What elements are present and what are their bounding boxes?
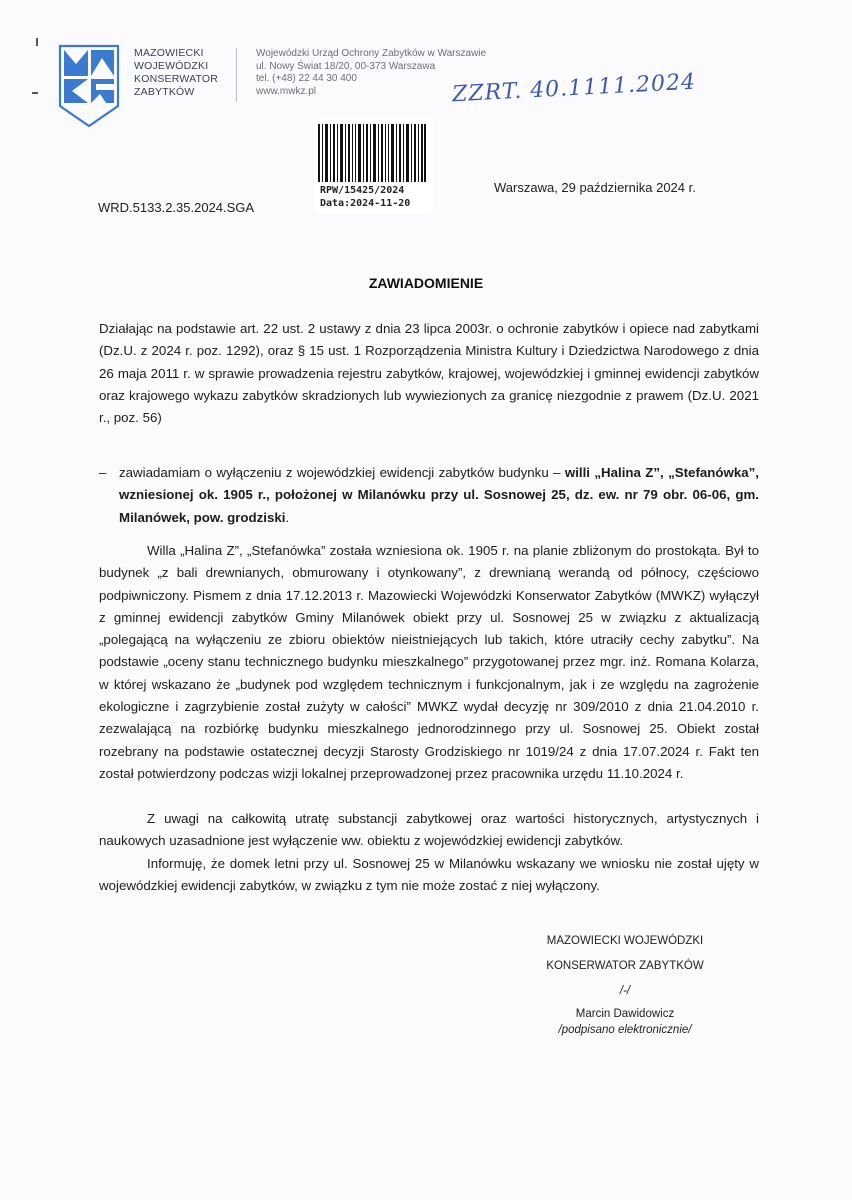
- office-phone: tel. (+48) 22 44 30 400: [256, 73, 357, 84]
- office-street: ul. Nowy Świat 18/20, 00-373 Warszawa: [256, 60, 436, 72]
- office-website: www.mwkz.pl: [256, 85, 317, 97]
- signature-title-line-2: KONSERWATOR ZABYTKÓW: [546, 960, 704, 972]
- org-name-line: WOJEWÓDZKI: [134, 60, 209, 72]
- justification-paragraph: Willa „Halina Z”, „Stefanówka” została wzniesiona ok. 1905 r. na planie zbliżonym do prostokąta. Był to budynek „z bali drewnianych, obmurowany i otynkowany”, z drewnianą werandą od północy, częściowo podpiwniczony. Pismem z dnia 17.12.2013 r. Mazowiecki Wojewódzki Konserwator Zabytków (MWKZ) wyłączył z gminnej ewidencji zabytków Gminy Milanówek obiekt przy ul. Sosnowej 25 w związku z aktualizacją „polegającą na wyłączeniu ze zbioru obiektów nieistniejących lub takich, które utraciły cechy zabytku”. Na podstawie „oceny stanu technicznego budynku mieszkalnego” przygotowanej przez mgr. inż. Romana Kolarza, w której wskazano że „budynek pod względem technicznym i funkcjonalnym, jak i ze względu na zagrożenie ekologiczne i zagrzybienie został zużyty w całości” MWKZ wydał decyzję nr 309/2010 z dnia 21.04.2010 r. zezwalającą na rozbiórkę budynku mieszkalnego jednorodzinnego przy ul. Sosnowej 25. Obiekt został rozebrany na podstawie ostatecznej decyzji Starosty Grodziskiego nr 1019/24 z dnia 17.07.2024 r. Fakt ten został potwierdzony podczas wizji lokalnej przeprowadzonej przez pracownika urzędu 11.10.2024 r.: [99, 543, 759, 781]
- document-title: ZAWIADOMIENIE: [368, 275, 484, 291]
- barcode-caption: [320, 184, 410, 210]
- list-dash: –: [99, 465, 107, 480]
- org-name-line: KONSERWATOR: [134, 73, 219, 85]
- conclusion-paragraph: Z uwagi na całkowitą utratę substancji zabytkowej oraz wartości historycznych, artystycznych i naukowych uzasadnione jest wyłączenie ww. obiektu z wojewódzkiej ewidencji zabytków.: [99, 811, 759, 849]
- office-name: Wojewódzki Urząd Ochrony Zabytków w Warszawie: [256, 48, 487, 59]
- information-paragraph: Informuję, że domek letni przy ul. Sosnowej 25 w Milanówku wskazany we wniosku nie został ujęty w wojewódzkiej ewidencji zabytków, w związku z tym nie może zostać z niej wyłączony.: [99, 856, 759, 894]
- notice-end: .: [285, 509, 290, 525]
- org-name-line: MAZOWIECKI: [134, 47, 204, 59]
- registry-number: RPW/15425/2024: [320, 185, 405, 196]
- reference-number: WRD.5133.2.35.2024.SGA: [98, 200, 255, 215]
- notice-text: [119, 462, 759, 529]
- registry-date: Data:2024-11-20: [320, 198, 411, 209]
- signature-mark: /-/: [619, 985, 631, 997]
- scan-mark: [32, 92, 38, 94]
- barcode-icon: [318, 124, 426, 182]
- place-and-date: Warszawa, 29 października 2024 r.: [494, 180, 696, 195]
- header-divider: [236, 48, 237, 102]
- mwkz-logo-icon: [58, 44, 120, 128]
- electronic-signature-note: /podpisano elektronicznie/: [558, 1024, 692, 1036]
- notice-plain: zawiadamiam o wyłączeniu z wojewódzkiej ewidencji zabytków budynku –: [119, 465, 565, 480]
- notice-object-details: willi „Halina Z”, „Stefanówka”, wzniesionej ok. 1905 r., położonej w Milanówku przy ul. Sosnowej 25, dz. ew. nr 79 obr. 06-06, gm. Milanówek, pow. grodziski: [119, 465, 759, 525]
- legal-basis-paragraph: Działając na podstawie art. 22 ust. 2 ustawy z dnia 23 lipca 2003r. o ochronie zabytków i opiece nad zabytkami (Dz.U. z 2024 r. poz. 1292), oraz § 15 ust. 1 Rozporządzenia Ministra Kultury i Dziedzictwa Narodowego z dnia 26 maja 2011 r. w sprawie prowadzenia rejestru zabytków, krajowej, wojewódzkiej i gminnej ewidencji zabytków oraz krajowego wykazu zabytków skradzionych lub wywiezionych za granicę niezgodnie z prawem (Dz.U. 2021 r., poz. 56): [99, 321, 759, 426]
- org-name-line: ZABYTKÓW: [134, 86, 195, 98]
- notice-paragraph: [99, 462, 759, 529]
- signature-title-line-1: MAZOWIECKI WOJEWÓDZKI: [546, 935, 704, 947]
- handwritten-registry-note: ZZRT. 40.1111.2024: [451, 69, 697, 108]
- signatory-name: Marcin Dawidowicz: [575, 1008, 675, 1020]
- scan-mark: [36, 38, 38, 46]
- organization-name: [134, 47, 218, 99]
